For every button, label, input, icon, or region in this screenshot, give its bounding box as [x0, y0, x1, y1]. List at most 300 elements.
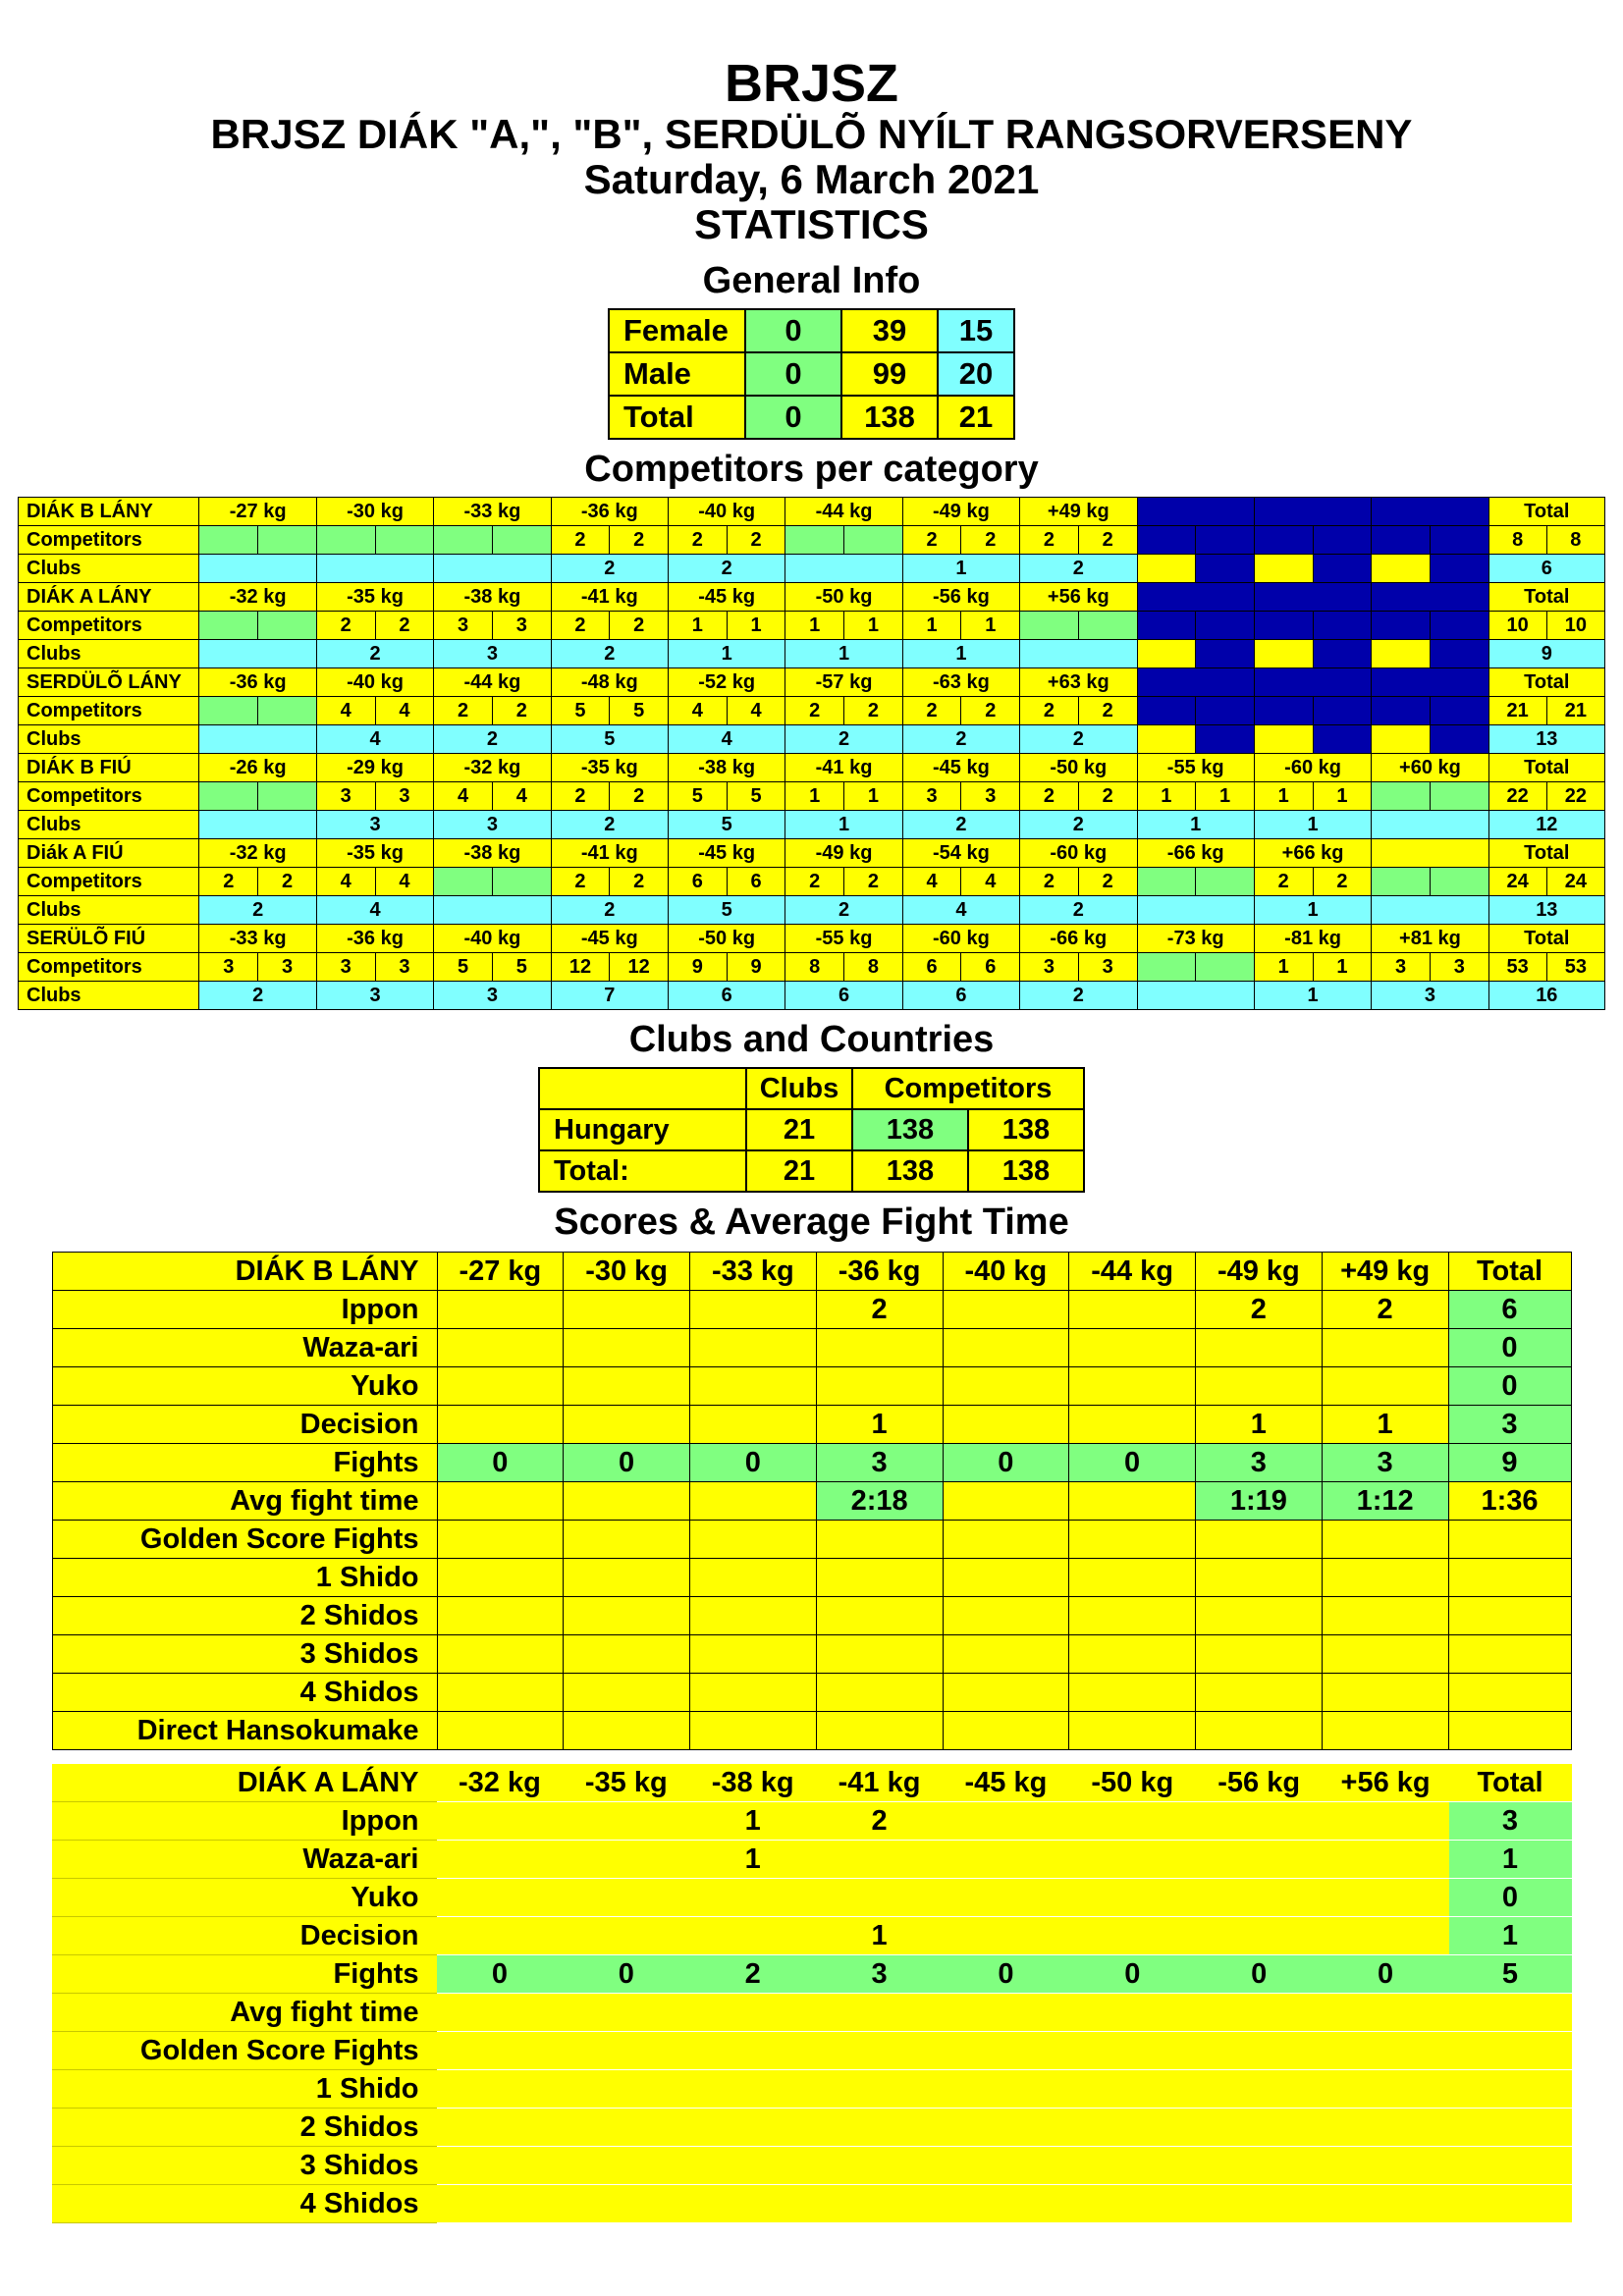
table-row: [52, 1253, 1571, 1291]
cell: 13: [1488, 725, 1604, 754]
clubs-countries-table: [538, 1067, 1085, 1193]
cell: [1196, 1841, 1323, 1879]
cell: [1196, 953, 1255, 982]
cell: [1313, 555, 1372, 583]
cell: [1069, 1712, 1196, 1750]
cell: [943, 1367, 1069, 1406]
cell: 3: [961, 782, 1020, 811]
row-label: Decision: [52, 1406, 437, 1444]
row-label: Clubs: [19, 555, 199, 583]
cell: [1069, 2147, 1196, 2185]
cell: 1: [1313, 782, 1372, 811]
cell: [943, 1674, 1069, 1712]
cell: 24: [1546, 868, 1604, 896]
cell: 2: [199, 896, 316, 925]
cell: 3: [316, 782, 375, 811]
competitors-row: [19, 697, 1605, 725]
weight-category: -56 kg: [902, 583, 1019, 612]
row-label: Competitors: [19, 782, 199, 811]
cell: 2:18: [816, 1482, 943, 1521]
cell: [1078, 612, 1137, 640]
cell: [816, 1674, 943, 1712]
table-row: [52, 1482, 1571, 1521]
cell: 8: [1546, 526, 1604, 555]
clubs-row: [19, 640, 1605, 668]
cell: 6: [727, 868, 785, 896]
table-row: [539, 1150, 1084, 1192]
cell: [1254, 555, 1313, 583]
cell: [690, 1329, 817, 1367]
cell: [690, 1482, 817, 1521]
cell: 3: [902, 782, 961, 811]
cell: 2: [668, 555, 784, 583]
cell: [1137, 982, 1254, 1010]
scores-table-diak-b-lany: [52, 1252, 1572, 1750]
total-label: Total: [1488, 583, 1604, 612]
cell: [1372, 896, 1488, 925]
weight-category: -50 kg: [668, 925, 784, 953]
cell: 3: [1449, 1802, 1572, 1841]
cell: 6: [902, 982, 1019, 1010]
weight-category: -52 kg: [668, 668, 784, 697]
cell: 9: [1488, 640, 1604, 668]
total-label: Total: [1488, 754, 1604, 782]
row-label: 4 Shidos: [52, 1674, 437, 1712]
cell: 3: [492, 612, 551, 640]
cell: [943, 1994, 1069, 2032]
cell: [437, 1802, 564, 1841]
cell: 2: [1020, 555, 1137, 583]
cell: 2: [902, 697, 961, 725]
weight-category: [1137, 498, 1254, 526]
cell: 0: [437, 1444, 564, 1482]
cell: 4: [961, 868, 1020, 896]
cell: 0: [1448, 1367, 1571, 1406]
cell: 0: [1323, 1955, 1449, 1994]
cell: [1254, 697, 1313, 725]
cell: [563, 2032, 689, 2070]
weight-category: -32 kg: [434, 754, 551, 782]
cell: 1: [1449, 1917, 1572, 1955]
table-row: [609, 309, 1014, 352]
cell: 2: [668, 526, 727, 555]
table-row: [539, 1109, 1084, 1150]
weight-category: +56 kg: [1323, 1764, 1449, 1802]
cell: 3: [434, 640, 551, 668]
cell: 1: [1254, 953, 1313, 982]
weight-category: [1137, 668, 1254, 697]
row-label: Clubs: [19, 811, 199, 839]
cell: 1: [1313, 953, 1372, 982]
row-label: Competitors: [19, 868, 199, 896]
cell: 5: [1449, 1955, 1572, 1994]
cell: [1449, 2032, 1572, 2070]
weight-category: -35 kg: [316, 839, 433, 868]
cell: 2: [1020, 811, 1137, 839]
cell: [816, 2032, 943, 2070]
cell: [1448, 1635, 1571, 1674]
cell: [1323, 2032, 1449, 2070]
weight-category: -30 kg: [564, 1253, 690, 1291]
total-label: Total: [1488, 925, 1604, 953]
cell: 138: [968, 1150, 1084, 1192]
weight-category: +60 kg: [1372, 754, 1488, 782]
cell: [1322, 1635, 1448, 1674]
weight-category: -35 kg: [563, 1764, 689, 1802]
cell: [816, 1879, 943, 1917]
cell: [564, 1521, 690, 1559]
cell: [1069, 1406, 1196, 1444]
cell: [1196, 612, 1255, 640]
cell: [199, 697, 258, 725]
weight-category: +63 kg: [1020, 668, 1137, 697]
table-row: [52, 1444, 1571, 1482]
total-label: Total: [1449, 1764, 1572, 1802]
cell: 2: [316, 640, 433, 668]
table-row: [52, 1329, 1571, 1367]
cell: 3: [1322, 1444, 1448, 1482]
cell: 2: [1254, 868, 1313, 896]
cell: [1069, 1521, 1196, 1559]
cell: 1: [1254, 782, 1313, 811]
cell: 2: [492, 697, 551, 725]
cell: 0: [1069, 1444, 1196, 1482]
cell: 1: [816, 1406, 943, 1444]
clubs-row: [19, 725, 1605, 754]
cell: 2: [1313, 868, 1372, 896]
weight-category: -33 kg: [690, 1253, 817, 1291]
row-label: Total: [609, 396, 745, 439]
weight-category: -38 kg: [434, 583, 551, 612]
cell: [1196, 2070, 1323, 2109]
table-row: [52, 1917, 1572, 1955]
cell: [689, 2070, 816, 2109]
cell: [689, 1994, 816, 2032]
cell: 2: [785, 697, 844, 725]
cell: 1: [1449, 1841, 1572, 1879]
cell: [943, 1635, 1069, 1674]
cell: [437, 1559, 564, 1597]
cell: [1430, 725, 1488, 754]
cell: [943, 2185, 1069, 2223]
table-row: [52, 1764, 1572, 1802]
cell: [1322, 1559, 1448, 1597]
cell: [1196, 1329, 1323, 1367]
cell: [943, 1802, 1069, 1841]
category-header-row: [19, 583, 1605, 612]
cell: 2: [551, 811, 668, 839]
cell: [564, 1559, 690, 1597]
cell: 1: [689, 1802, 816, 1841]
competitors-header: Competitors: [852, 1068, 1084, 1109]
cell: 21: [938, 396, 1014, 439]
weight-category: -49 kg: [785, 839, 902, 868]
cell: 16: [1488, 982, 1604, 1010]
cell: [258, 782, 317, 811]
cell: 2: [961, 526, 1020, 555]
cell: 1: [844, 612, 903, 640]
weight-category: -36 kg: [551, 498, 668, 526]
weight-category: -41 kg: [551, 583, 668, 612]
event-date: Saturday, 6 March 2021: [583, 156, 1040, 202]
cell: [1372, 697, 1431, 725]
cell: [816, 1521, 943, 1559]
cell: [1069, 1879, 1196, 1917]
cell: [437, 2032, 564, 2070]
cell: 2: [375, 612, 434, 640]
cell: 7: [551, 982, 668, 1010]
cell: [1430, 697, 1488, 725]
event-title: BRJSZ DIÁK "A,", "B", SERDÜLÕ NYÍLT RANGSORVERSENY: [210, 111, 1413, 157]
cell: 1: [1137, 811, 1254, 839]
row-label: Clubs: [19, 640, 199, 668]
cell: [943, 1917, 1069, 1955]
cell: 4: [316, 697, 375, 725]
cell: [943, 1597, 1069, 1635]
cell: 3: [316, 811, 433, 839]
cell: 1: [1254, 982, 1371, 1010]
cell: 2: [785, 868, 844, 896]
cell: [1449, 2109, 1572, 2147]
cell: [1196, 1367, 1323, 1406]
cell: [1323, 2109, 1449, 2147]
cell: [1069, 1559, 1196, 1597]
cell: 22: [1546, 782, 1604, 811]
row-label: Competitors: [19, 612, 199, 640]
cell: [816, 1367, 943, 1406]
cell: [434, 555, 551, 583]
row-label: Competitors: [19, 953, 199, 982]
category-header-row: [19, 668, 1605, 697]
cell: 9: [727, 953, 785, 982]
weight-category: -50 kg: [1020, 754, 1137, 782]
weight-category: -40 kg: [316, 668, 433, 697]
category-group-name: SERÜLÕ FIÚ: [19, 925, 199, 953]
row-label: Clubs: [19, 982, 199, 1010]
competitors-row: [19, 526, 1605, 555]
row-label: 4 Shidos: [52, 2185, 437, 2223]
cell: 4: [375, 697, 434, 725]
weight-category: -36 kg: [199, 668, 316, 697]
cell: 138: [852, 1109, 968, 1150]
weight-category: -29 kg: [316, 754, 433, 782]
cell: [1372, 868, 1431, 896]
cell: [816, 2109, 943, 2147]
weight-category: -30 kg: [316, 498, 433, 526]
weight-category: -35 kg: [551, 754, 668, 782]
cell: [564, 1406, 690, 1444]
cell: 2: [610, 612, 669, 640]
weight-category: -60 kg: [1254, 754, 1371, 782]
category-header-row: [19, 754, 1605, 782]
row-label: Fights: [52, 1955, 437, 1994]
org-title: BRJSZ: [724, 54, 899, 113]
table-row: [52, 1291, 1571, 1329]
weight-category: [1372, 498, 1488, 526]
weight-category: -44 kg: [434, 668, 551, 697]
cell: [816, 2185, 943, 2223]
general-info-title: General Info: [702, 260, 921, 301]
row-label: Decision: [52, 1917, 437, 1955]
cell: 138: [968, 1109, 1084, 1150]
cell: [1448, 1674, 1571, 1712]
cell: 3: [1372, 953, 1431, 982]
cell: 3: [434, 811, 551, 839]
table-row: [52, 2147, 1572, 2185]
cell: 2: [816, 1291, 943, 1329]
cell: 2: [785, 725, 902, 754]
cell: [816, 2070, 943, 2109]
cell: [437, 1879, 564, 1917]
cell: [816, 1597, 943, 1635]
weight-category: -45 kg: [668, 839, 784, 868]
cell: 4: [668, 697, 727, 725]
table-row: [52, 2070, 1572, 2109]
cell: [943, 1712, 1069, 1750]
cell: [437, 1994, 564, 2032]
cell: [1372, 555, 1431, 583]
cell: 2: [551, 868, 610, 896]
cell: 6: [785, 982, 902, 1010]
cell: [1323, 1841, 1449, 1879]
cell: [1313, 725, 1372, 754]
cell: 2: [1020, 697, 1079, 725]
cell: 1:19: [1196, 1482, 1323, 1521]
cell: 2: [902, 811, 1019, 839]
cell: 138: [852, 1150, 968, 1192]
country-label: Hungary: [539, 1109, 746, 1150]
cell: [1430, 612, 1488, 640]
table-row: [52, 1712, 1571, 1750]
cell: [437, 1674, 564, 1712]
cell: [199, 640, 316, 668]
cell: 1: [1254, 811, 1371, 839]
cell: 1: [1137, 782, 1196, 811]
cell: 0: [1196, 1955, 1323, 1994]
weight-category: -60 kg: [902, 925, 1019, 953]
competitors-row: [19, 612, 1605, 640]
category-group-name: Diák A FIÚ: [19, 839, 199, 868]
weight-category: -49 kg: [902, 498, 1019, 526]
weight-category: -55 kg: [785, 925, 902, 953]
table-row: [52, 1406, 1571, 1444]
cell: [785, 555, 902, 583]
cell: [258, 697, 317, 725]
cell: [316, 526, 375, 555]
clubs-header: Clubs: [746, 1068, 852, 1109]
cell: 22: [1488, 782, 1546, 811]
cell: 53: [1546, 953, 1604, 982]
weight-category: -60 kg: [1020, 839, 1137, 868]
cell: 1: [785, 811, 902, 839]
table-row: [539, 1068, 1084, 1109]
cell: 2: [1020, 982, 1137, 1010]
cell: 6: [668, 982, 784, 1010]
cell: 6: [1488, 555, 1604, 583]
cell: 1:12: [1322, 1482, 1448, 1521]
cell: [816, 2147, 943, 2185]
category-group-name: DIÁK A LÁNY: [52, 1764, 437, 1802]
cell: [258, 612, 317, 640]
cell: [1430, 640, 1488, 668]
cell: [1322, 1521, 1448, 1559]
cell: 1: [902, 640, 1019, 668]
cell: [1196, 1917, 1323, 1955]
competitors-per-category-table: [18, 497, 1605, 1010]
cell: 4: [316, 868, 375, 896]
cell: [437, 1712, 564, 1750]
total-label: Total: [1488, 498, 1604, 526]
total-label: Total: [1448, 1253, 1571, 1291]
cell: [1372, 782, 1431, 811]
cell: [1313, 697, 1372, 725]
cell: [199, 612, 258, 640]
weight-category: -32 kg: [437, 1764, 564, 1802]
clubs-row: [19, 555, 1605, 583]
weight-category: -27 kg: [199, 498, 316, 526]
cell: [689, 2032, 816, 2070]
cell: [437, 1917, 564, 1955]
cell: [434, 896, 551, 925]
cell: [689, 2185, 816, 2223]
category-header-row: [19, 925, 1605, 953]
row-label: Golden Score Fights: [52, 1521, 437, 1559]
cell: [434, 526, 493, 555]
cell: 5: [668, 896, 784, 925]
cell: [1322, 1329, 1448, 1367]
category-group-name: DIÁK A LÁNY: [19, 583, 199, 612]
cell: [563, 2185, 689, 2223]
cell: 1: [785, 782, 844, 811]
cell: [943, 2147, 1069, 2185]
cell: [689, 1917, 816, 1955]
cell: 3: [199, 953, 258, 982]
cell: [1448, 1712, 1571, 1750]
cell: [1069, 2032, 1196, 2070]
row-label: 2 Shidos: [52, 1597, 437, 1635]
cell: [1137, 725, 1196, 754]
cell: 1: [668, 640, 784, 668]
cell: 2: [961, 697, 1020, 725]
category-header-row: [19, 839, 1605, 868]
cell: 2: [844, 697, 903, 725]
cell: 2: [1020, 725, 1137, 754]
weight-category: [1372, 668, 1488, 697]
cell: [1196, 640, 1255, 668]
cell: 3: [316, 953, 375, 982]
cell: [1372, 526, 1431, 555]
cell: 3: [1196, 1444, 1323, 1482]
clubs-row: [19, 982, 1605, 1010]
cell: [689, 2147, 816, 2185]
table-row: [52, 1994, 1572, 2032]
cell: [437, 1329, 564, 1367]
cell: [1069, 1597, 1196, 1635]
row-label: Yuko: [52, 1367, 437, 1406]
cell: [1069, 1674, 1196, 1712]
weight-category: [1254, 583, 1371, 612]
cell: 6: [668, 868, 727, 896]
cell: [1137, 612, 1196, 640]
cell: 5: [551, 697, 610, 725]
cell: [1196, 1597, 1323, 1635]
cell: [563, 2109, 689, 2147]
cell: 2: [902, 526, 961, 555]
cell: 2: [551, 782, 610, 811]
cell: [1254, 640, 1313, 668]
cell: [1323, 2147, 1449, 2185]
cell: 9: [668, 953, 727, 982]
